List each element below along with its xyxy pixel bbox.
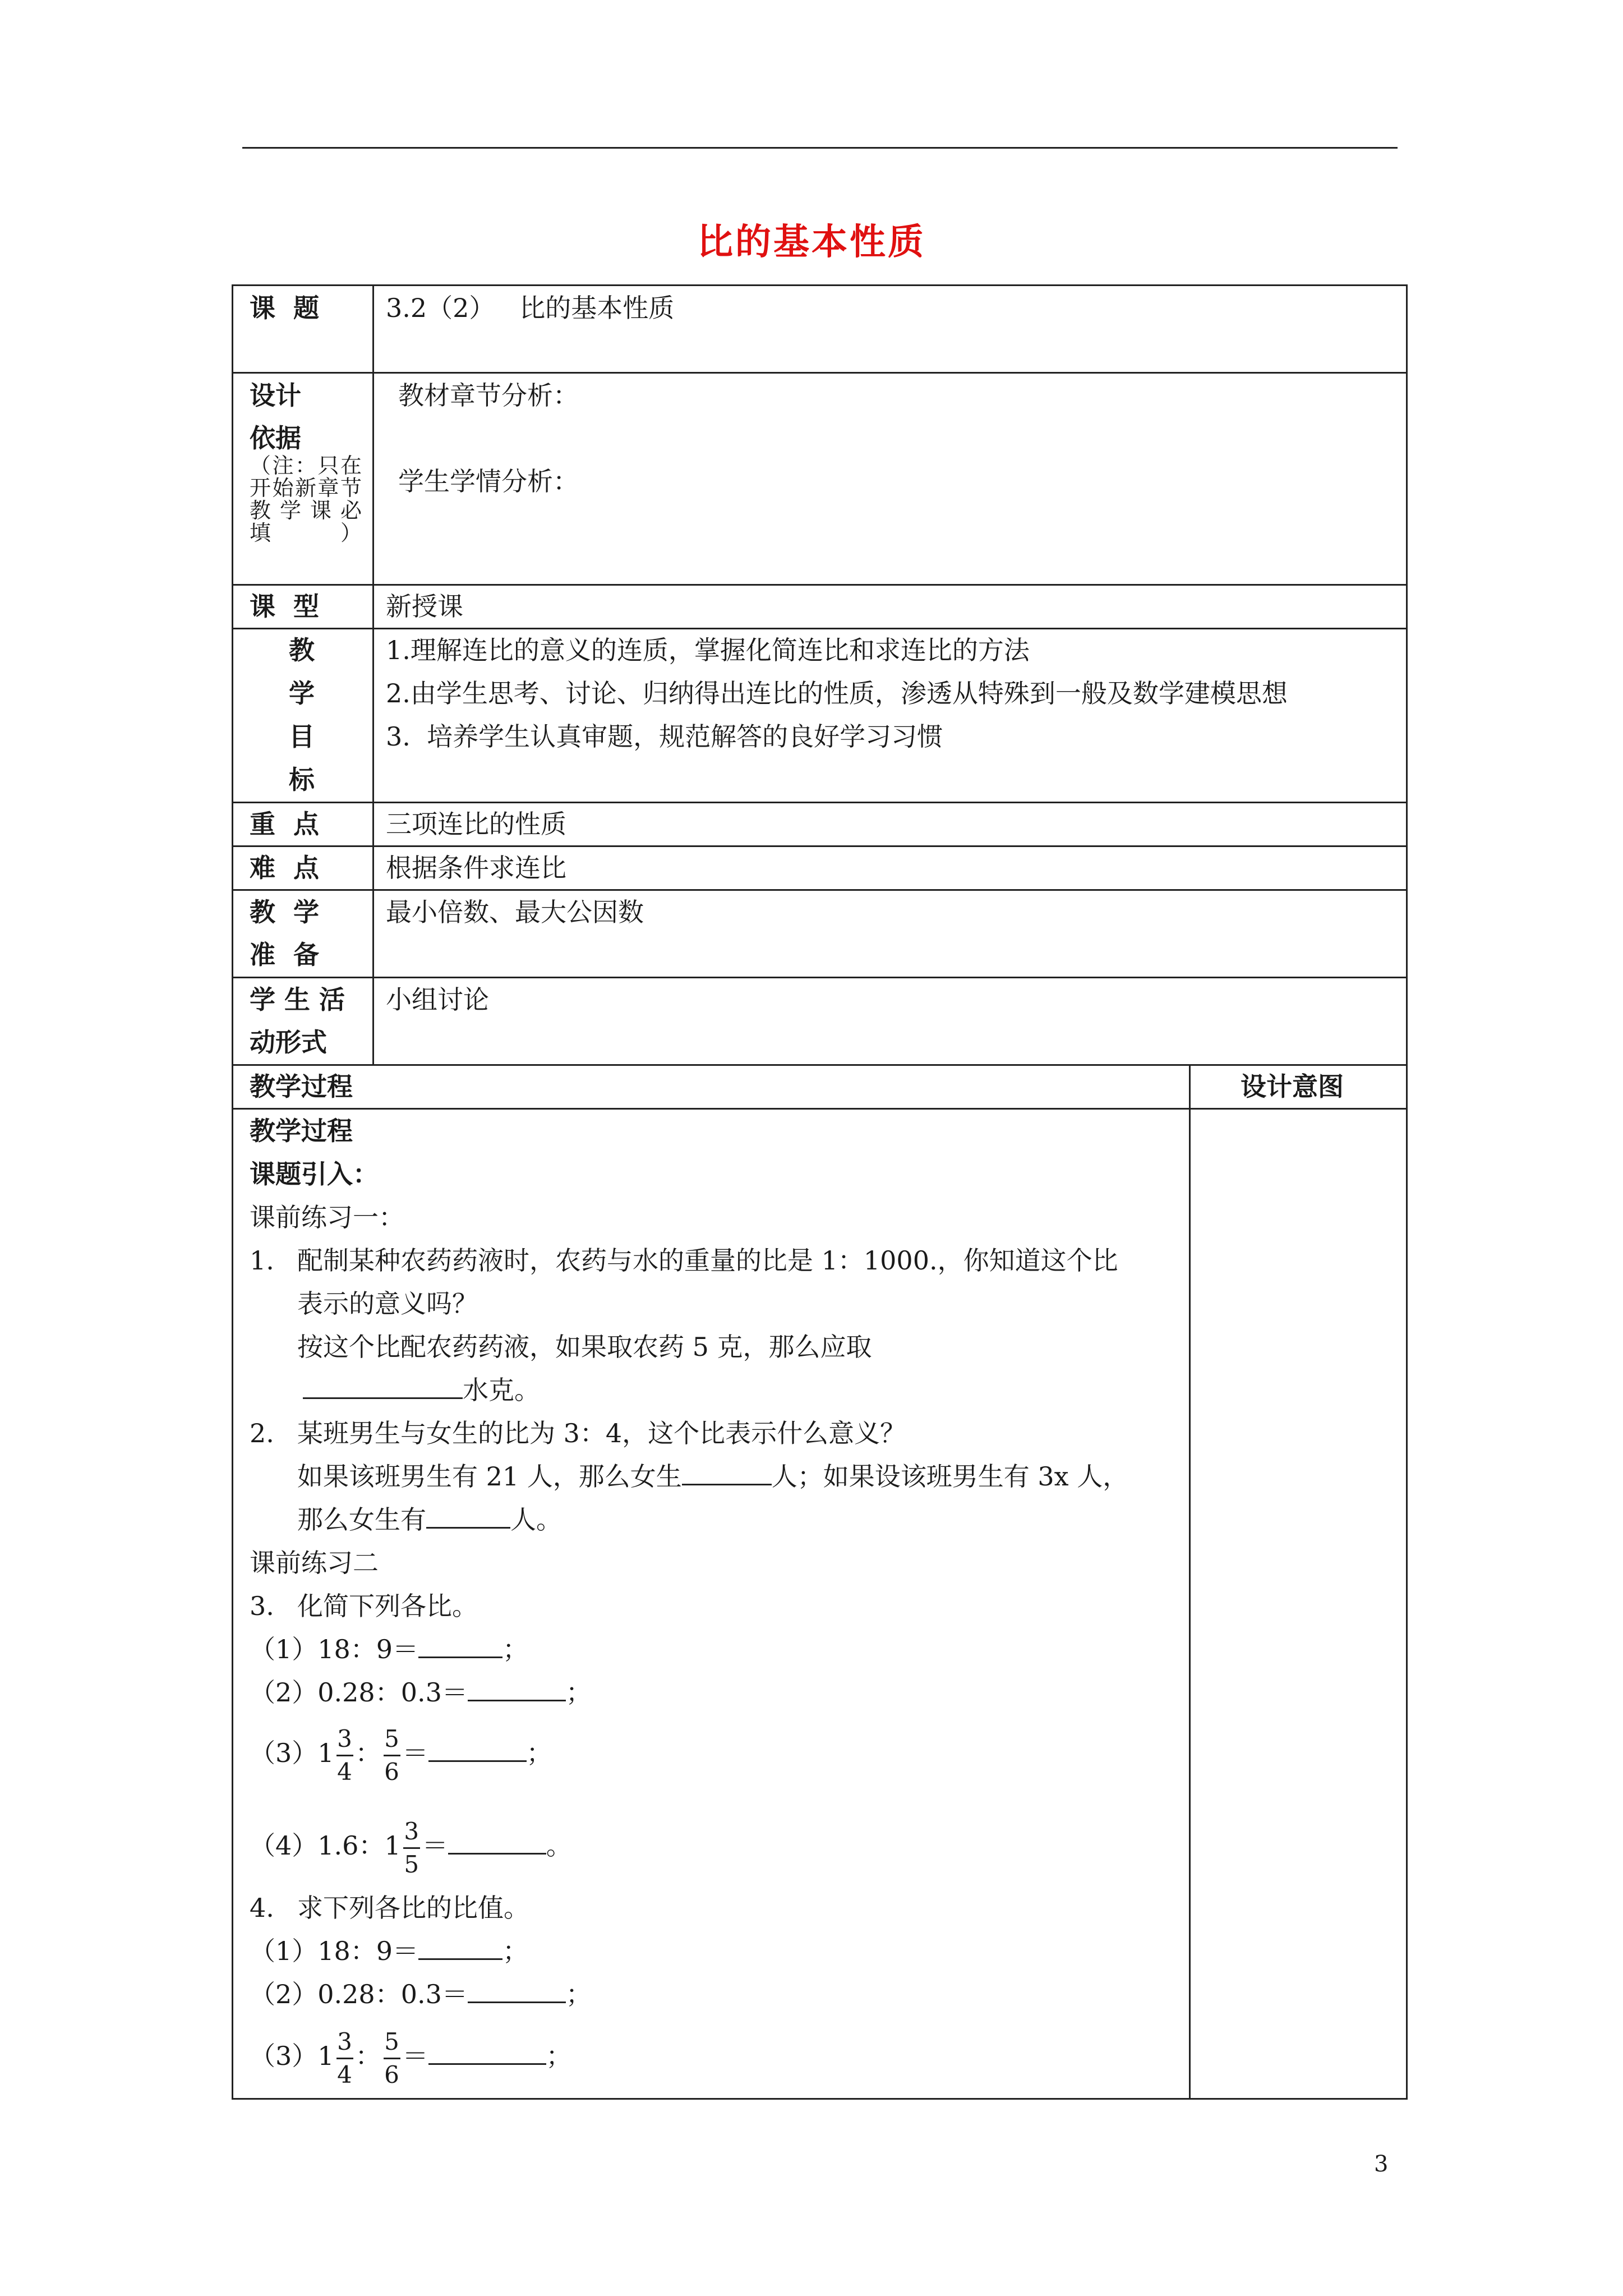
objective-item: 3. 培养学生认真审题，规范解答的良好学习习惯: [386, 721, 943, 752]
process-heading: 教学过程: [250, 1116, 353, 1146]
equals: ＝: [402, 1738, 428, 1768]
objectives-label-char: 教: [289, 635, 315, 665]
semicolon: ；: [526, 1738, 552, 1768]
q4-item-text: （1）18：9＝: [250, 1936, 419, 1966]
colon: ：: [355, 2041, 381, 2071]
activity-label-2: 动形式: [250, 1027, 327, 1057]
difficulty-label: 难 点: [250, 853, 320, 883]
q3-number: 3.: [250, 1591, 274, 1621]
equals: ＝: [402, 2041, 428, 2071]
q3-item-text: （2）0.28：0.3＝: [250, 1677, 468, 1708]
q4-item-text: （3）1: [250, 2041, 334, 2071]
topic-label: 课 题: [250, 293, 320, 323]
q3-text: 化简下列各比。: [297, 1591, 478, 1621]
row-divider: [232, 1108, 1408, 1110]
table-border-bottom: [232, 2098, 1408, 2100]
fraction: $\frac{3}{4}$: [337, 1724, 352, 1786]
objective-item: 1.理解连比的意义的连质，掌握化简连比和求连比的方法: [386, 635, 1030, 665]
answer-blank[interactable]: [448, 1830, 546, 1855]
q1-number: 1.: [250, 1245, 274, 1276]
semicolon: ；: [565, 1979, 592, 2009]
q3-item-text: （1）18：9＝: [250, 1634, 419, 1664]
design-basis-note: （注：只在开始新章节教学课必填）: [250, 453, 362, 545]
label-column-divider: [372, 284, 374, 1064]
preparation-label-2: 准 备: [250, 940, 320, 970]
q3-item: [250, 1717, 552, 1789]
q3-item: [250, 1628, 528, 1671]
objectives-label-char: 标: [289, 765, 315, 795]
table-border-right: [1406, 284, 1408, 2100]
preparation-value: 最小倍数、最大公因数: [386, 897, 644, 927]
row-divider: [232, 1064, 1408, 1066]
q1-line: 表示的意义吗？: [297, 1289, 478, 1319]
header-rule: [242, 147, 1398, 149]
semicolon: ；: [546, 2041, 572, 2071]
q2-line: [297, 1455, 1128, 1498]
semicolon: ；: [502, 1634, 529, 1664]
q2-text: 人；如果设该班男生有 3x 人，: [771, 1461, 1129, 1492]
q4-item: [250, 2019, 572, 2092]
page-number: 3: [1374, 2151, 1389, 2177]
q3-item: [250, 1809, 572, 1882]
answer-blank[interactable]: [468, 1677, 566, 1701]
equals: ＝: [422, 1830, 448, 1861]
key-point-value: 三项连比的性质: [386, 809, 566, 839]
process-column-divider: [1189, 1064, 1191, 2100]
answer-blank[interactable]: [426, 1504, 510, 1529]
period: 。: [546, 1830, 572, 1861]
design-basis-label-2: 依据: [250, 423, 301, 453]
topic-value: 3.2（2） 比的基本性质: [386, 293, 675, 323]
fraction: $\frac{3}{4}$: [337, 2027, 352, 2088]
q2-line: 某班男生与女生的比为 3：4，这个比表示什么意义？: [297, 1418, 906, 1448]
q2-line: [297, 1498, 562, 1541]
q3-item-text: （4）1.6：1: [250, 1830, 401, 1861]
q2-text: 那么女生有: [297, 1504, 426, 1535]
answer-blank[interactable]: [428, 1738, 527, 1762]
fraction: $\frac{5}{6}$: [384, 2027, 399, 2088]
design-basis-label-1: 设计: [250, 380, 301, 411]
q1-answer-line: [303, 1369, 540, 1411]
semicolon: ；: [502, 1936, 529, 1966]
student-analysis-label: 学生学情分析：: [398, 466, 579, 496]
key-point-label: 重 点: [250, 809, 320, 839]
q1-line: 配制某种农药药液时，农药与水的重量的比是 1：1000.，你知道这个比: [297, 1245, 1118, 1276]
answer-blank[interactable]: [418, 1634, 502, 1658]
practice-two-heading: 课前练习二: [250, 1548, 379, 1578]
answer-blank[interactable]: [418, 1936, 502, 1960]
activity-label-1: 学 生 活: [250, 984, 345, 1015]
process-intro: 课题引入：: [250, 1159, 379, 1189]
q2-number: 2.: [250, 1418, 274, 1448]
fraction: $\frac{5}{6}$: [384, 1724, 399, 1786]
semicolon: ；: [565, 1677, 592, 1708]
q4-number: 4.: [250, 1893, 274, 1923]
lesson-type-value: 新授课: [386, 591, 463, 622]
difficulty-value: 根据条件求连比: [386, 853, 566, 883]
objective-item: 2.由学生思考、讨论、归纳得出连比的性质，渗透从特殊到一般及数学建模思想: [386, 678, 1288, 708]
q3-item-text: （3）1: [250, 1738, 334, 1768]
q2-text: 如果该班男生有 21 人，那么女生: [297, 1461, 682, 1492]
objectives-label-char: 目: [289, 721, 315, 752]
q4-text: 求下列各比的比值。: [297, 1893, 529, 1923]
colon: ：: [355, 1738, 381, 1768]
answer-blank[interactable]: [468, 1979, 566, 2003]
q3-item: [250, 1671, 592, 1714]
practice-one-heading: 课前练习一：: [250, 1202, 404, 1232]
textbook-analysis-label: 教材章节分析：: [398, 380, 579, 411]
q1-line: 按这个比配农药药液，如果取农药 5 克，那么应取: [297, 1332, 872, 1362]
table-border-top: [232, 284, 1408, 286]
answer-blank[interactable]: [428, 2041, 546, 2065]
fraction: $\frac{3}{5}$: [404, 1817, 419, 1878]
q4-item: [250, 1973, 592, 2016]
answer-blank[interactable]: [303, 1375, 463, 1399]
table-border-left: [232, 284, 233, 2100]
row-divider: [232, 372, 1408, 374]
q4-item: [250, 1930, 528, 1972]
q2-text: 人。: [510, 1504, 562, 1535]
activity-value: 小组讨论: [386, 984, 489, 1015]
process-header-right: 设计意图: [1241, 1071, 1344, 1102]
objectives-label-char: 学: [289, 678, 315, 708]
document-title: 比的基本性质: [697, 221, 926, 263]
q4-item-text: （2）0.28：0.3＝: [250, 1979, 468, 2009]
lesson-type-label: 课 型: [250, 591, 320, 622]
preparation-label-1: 教 学: [250, 897, 320, 927]
q1-suffix: 水克。: [463, 1375, 540, 1405]
answer-blank[interactable]: [682, 1461, 772, 1485]
process-header-left: 教学过程: [250, 1071, 353, 1102]
